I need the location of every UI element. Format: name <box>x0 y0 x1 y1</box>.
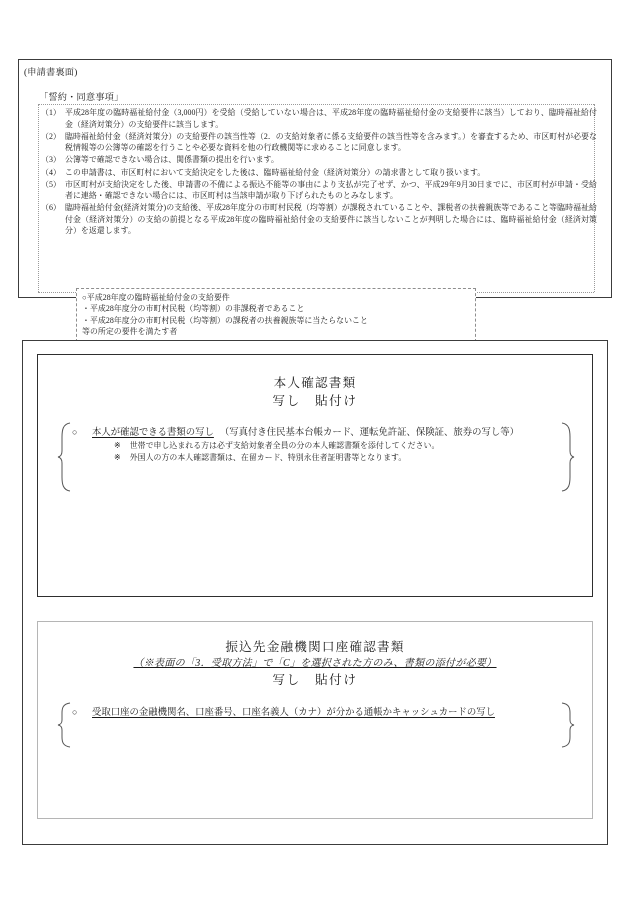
note-mark-icon: ※ <box>114 453 121 463</box>
bank-bullet-line <box>72 705 560 720</box>
pledge-consent-box <box>18 59 612 337</box>
bank-heading-group <box>38 638 592 690</box>
clause-text: 平成28年度の臨時福祉給付金（3,000円）を受給（受給していない場合は、平成28年度の臨時福祉給付金の支給要件に該当）しており、臨時福祉給付金（経済対策分）の支給要件に該当します。 <box>65 108 597 129</box>
clause-list <box>41 107 597 238</box>
clause-item <box>41 131 597 154</box>
left-brace-icon <box>56 421 72 493</box>
requirement-line: ・平成28年度分の市町村民税（均等割）の課税者の扶養親族等に当たらないこと <box>82 315 368 325</box>
identity-note-text: 世帯で申し込まれる方は必ず支給対象者全員の分の本人確認書類を添付してください。 <box>129 441 440 450</box>
clause-item <box>41 107 597 130</box>
requirement-line: ○平成28年度の臨時福祉給付金の支給要件 <box>82 293 230 302</box>
sheet-label: (申請書裏面) <box>24 67 78 77</box>
clause-text: 臨時福祉給付金（経済対策分）の支給要件の該当性等（2．の支給対象者に係る支給要件の該当性等を含みます。）を審査するため、市区町村が必要な税情報等の公簿等の確認を行うことや必要な資料を他の行政機関等に求めることに同意します。 <box>65 131 597 153</box>
right-brace-icon <box>560 421 576 493</box>
clause-number: （3） <box>41 155 61 165</box>
right-brace-icon <box>560 701 576 749</box>
identity-heading: 本人確認書類 <box>273 376 357 390</box>
bank-paste-label: 写し 貼付け <box>272 673 358 687</box>
clause-number: （2） <box>41 131 61 141</box>
bank-document-box <box>37 621 593 819</box>
clause-text: 市区町村が支給決定をした後、申請書の不備による振込不能等の事由により支払が完了せず、かつ、平成29年9月30日までに、市区町村が申請・受給者に連絡・確認できない場合には、市区町村は当該申請が取り下げられたものとみなします。 <box>65 179 597 201</box>
requirement-line: 等の所定の要件を満たす者 <box>82 327 178 337</box>
clause-item <box>41 154 597 166</box>
clause-text: 臨時福祉給付金(経済対策分)の支給後、平成28年度分の市町村民税（均等割）が課税されていることや、課税者の扶養親族等であること等臨時福祉給付金（経済対策分）の支給の前提となる平成28年度の臨時福祉給付金の支給要件に該当しないことが判明した場合には、臨時福祉給付金（経済対策分）を返還します。 <box>65 203 597 236</box>
identity-paste-label: 写し 貼付け <box>272 394 358 408</box>
clause-number: （5） <box>41 179 61 189</box>
identity-bracket-row <box>56 421 576 493</box>
identity-bullet-text: 本人が確認できる書類の写し <box>92 428 214 438</box>
bank-bullet-text: 受取口座の金融機関名、口座番号、口座名義人（カナ）が分かる通帳かキャッシュカードの写し <box>92 708 495 718</box>
clause-number: （4） <box>41 167 61 177</box>
identity-content <box>72 421 560 493</box>
clause-item <box>41 167 597 179</box>
dotted-rule-left <box>38 104 39 292</box>
clause-number: （1） <box>41 108 61 117</box>
bank-heading: 振込先金融機関口座確認書類 <box>225 640 405 654</box>
circle-bullet-icon: ○ <box>72 427 78 437</box>
left-brace-icon <box>56 701 72 749</box>
identity-heading-group <box>38 374 592 411</box>
identity-note-line <box>72 440 560 452</box>
clause-text: 公簿等で確認できない場合は、関係書類の提出を行います。 <box>65 155 279 165</box>
identity-note-text: 外国人の方の本人確認書類は、在留カード、特別永住者証明書等となります。 <box>129 453 407 463</box>
identity-note-line <box>72 452 560 464</box>
clause-number: （6） <box>41 203 61 213</box>
clause-item <box>41 202 597 237</box>
attachment-outer-box <box>22 340 608 845</box>
eligibility-requirement-box <box>76 288 476 342</box>
bank-bracket-row <box>56 701 576 749</box>
circle-bullet-icon: ○ <box>72 707 78 717</box>
bank-subheading: （※表面の「3．受取方法」で「C」を選択された方のみ、書類の添付が必要） <box>133 658 497 669</box>
identity-document-box <box>37 354 593 597</box>
requirement-line: ・平成28年度分の市町村民税（均等割）の非課税者であること <box>82 304 305 314</box>
bank-content <box>72 701 560 749</box>
identity-bullet-line <box>72 425 560 440</box>
pledge-section-title: 「誓約・同意事項」 <box>39 92 124 102</box>
clause-text: この申請書は、市区町村において支給決定をした後は、臨時福祉給付金（経済対策分）の請求書として取り扱います。 <box>65 167 486 177</box>
note-mark-icon: ※ <box>114 441 121 450</box>
identity-bullet-examples: （写真付き住民基本台帳カード、運転免許証、保険証、旅券の写し等） <box>219 428 520 438</box>
clause-item <box>41 179 597 202</box>
dotted-rule-top <box>38 104 594 105</box>
